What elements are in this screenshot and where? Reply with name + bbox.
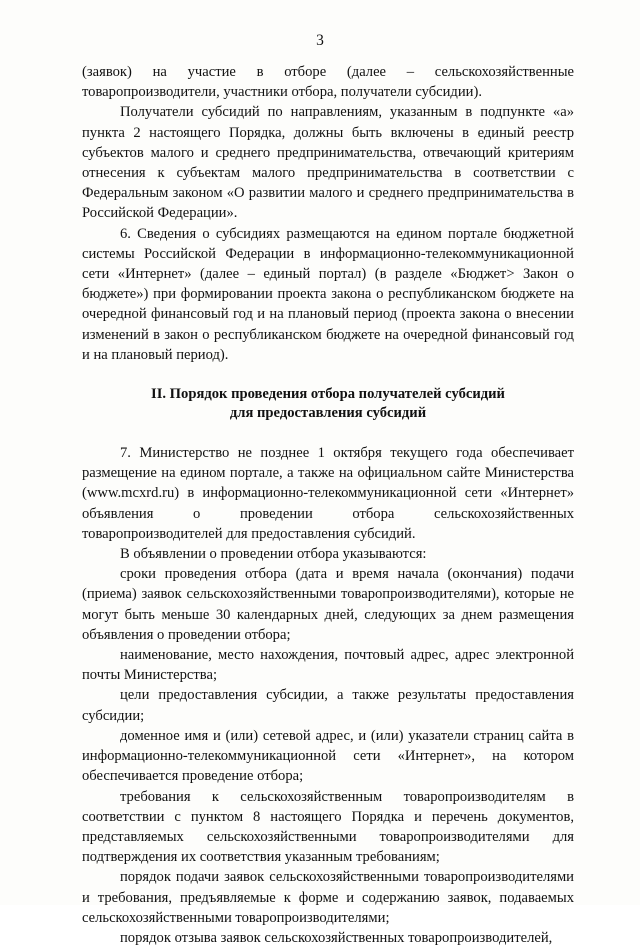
paragraph-requirements: требования к сельскохозяйственным товаропроизводителям в соответствии с пунктом 8 настоящего Порядка и перечень документов, представляемых сельскохозяйственными товаропроизводителями для подтверждения их соответствия указанным требованиям; <box>82 788 574 866</box>
paragraph-item-6: 6. Сведения о субсидиях размещаются на едином портале бюджетной системы Российской Федерации в информационно-телекоммуникационной сети «Интернет» (далее – единый портал) (в разделе «Бюджет> Закон о бюджете») при формировании проекта закона о республиканском бюджете на очередной финансовый год и на плановый период (проекта закона о внесении изменений в закон о республиканском бюджете на очередной финансовый год и на плановый период). <box>82 225 574 363</box>
section-heading-line-1: II. Порядок проведения отбора получателей субсидий <box>151 386 505 403</box>
paragraph-website: доменное имя и (или) сетевой адрес, и (или) указатели страниц сайта в информационно-телекоммуникационной сети «Интернет», на котором обеспечивается проведение отбора; <box>82 727 574 785</box>
spacer <box>82 423 574 443</box>
paragraph-withdrawal-procedure: порядок отзыва заявок сельскохозяйственных товаропроизводителей, <box>120 929 553 946</box>
page-number: 3 <box>316 32 324 49</box>
paragraph-announcement-intro: В объявлении о проведении отбора указываются: <box>120 546 427 563</box>
section-heading-line-2: для предоставления субсидий <box>229 405 427 422</box>
document-body <box>82 62 574 948</box>
paragraph-selection-terms: сроки проведения отбора (дата и время начала (окончания) подачи (приема) заявок сельскохозяйственными товаропроизводителями), которые не могут быть меньше 30 календарных дней, следующих за днем размещения объявления о проведении отбора; <box>82 566 574 643</box>
paragraph-ministry-contacts: наименование, место нахождения, почтовый адрес, адрес электронной почты Министерства; <box>82 647 574 684</box>
paragraph-continuation: (заявок) на участие в отборе (далее – сельскохозяйственные товаропроизводители, участники отбора, получатели субсидии). <box>82 64 574 101</box>
paragraph-item-7: 7. Министерство не позднее 1 октября текущего года обеспечивает размещение на едином портале, а также на официальном сайте Министерства (www.mcxrd.ru) в информационно-телекоммуникационной сети «Интернет» объявления о проведении отбора сельскохозяйственных товаропроизводителей для предоставления субсидий. <box>82 445 574 542</box>
spacer <box>82 365 574 385</box>
paragraph-subsidy-recipients: Получатели субсидий по направлениям, указанным в подпункте «а» пункта 2 настоящего Порядка, должны быть включены в единый реестр субъектов малого и среднего предпринимательства, отвечающий критериям отнесения к субъектам малого предпринимательства в соответствии с Федеральным законом «О развитии малого и среднего предпринимательства в Российской Федерации». <box>82 104 574 222</box>
paragraph-subsidy-goals: цели предоставления субсидии, а также результаты предоставления субсидии; <box>82 687 574 724</box>
paragraph-application-procedure: порядок подачи заявок сельскохозяйственными товаропроизводителями и требования, предъявляемые к форме и содержанию заявок, подаваемых сельскохозяйственными товаропроизводителями; <box>82 869 574 926</box>
